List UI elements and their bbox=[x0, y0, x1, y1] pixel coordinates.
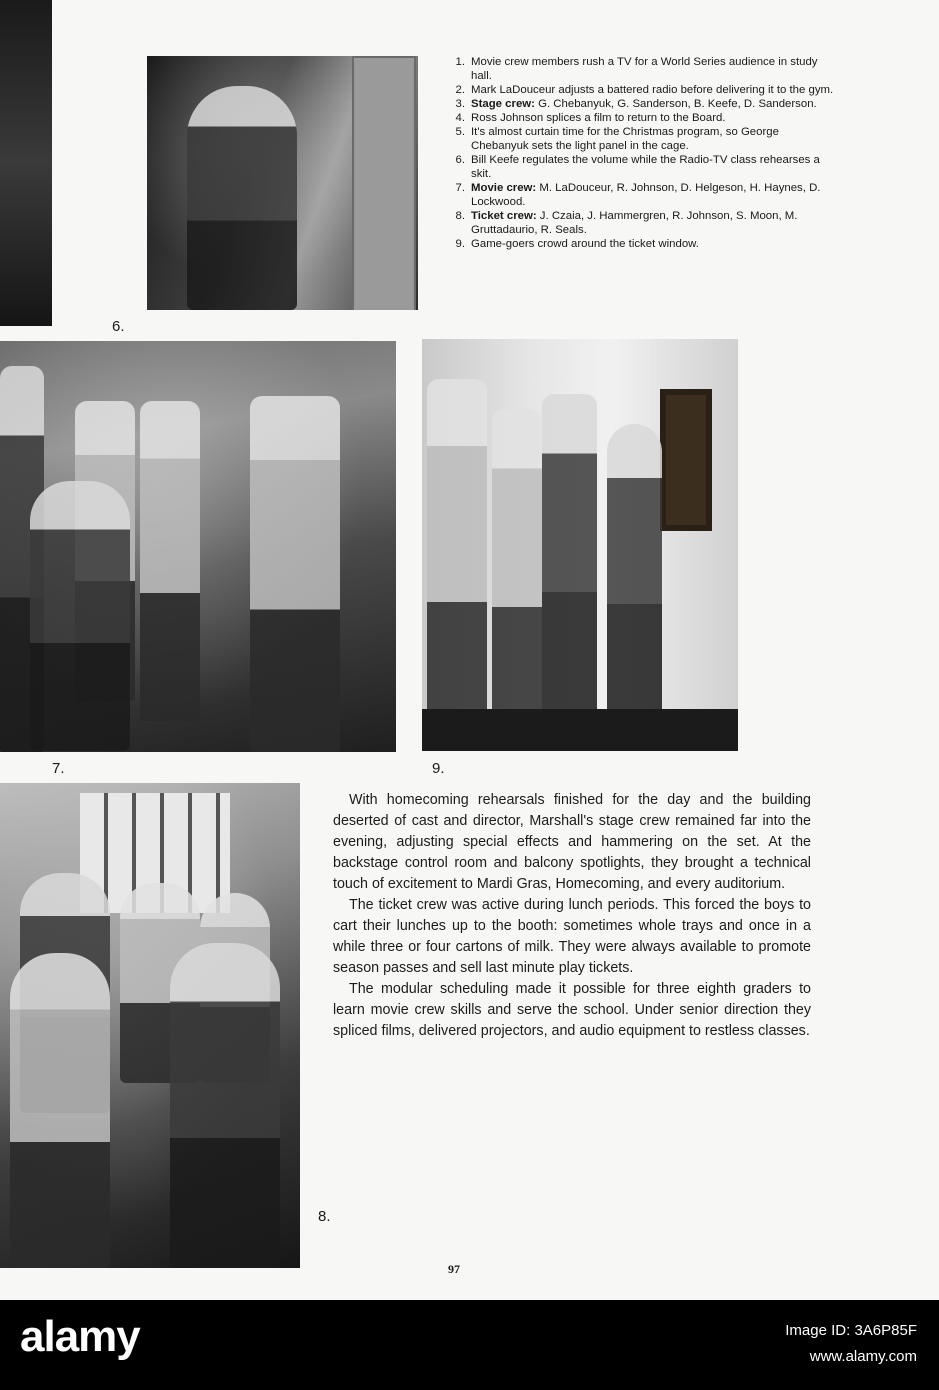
photo-figure bbox=[187, 86, 297, 310]
paragraph: With homecoming rehearsals finished for the day and the building deserted of cast and director, Marshall's stage crew remained far into the evening, adjusting special effects and hammering on the set. At the backstage control room and balcony spotlights, they brought a technical touch of excitement to Mardi Gras, Homecoming, and every auditorium. bbox=[333, 792, 811, 892]
figure-label-8: 8. bbox=[318, 1208, 331, 1225]
photo-figure bbox=[607, 424, 662, 724]
caption-item: 6. Bill Keefe regulates the volume while the Radio-TV class rehearses a skit. bbox=[455, 154, 820, 180]
figure-label-9: 9. bbox=[432, 760, 445, 777]
caption-item: 9. Game-goers crowd around the ticket window. bbox=[455, 238, 699, 250]
floor bbox=[422, 709, 738, 751]
photo-figure bbox=[10, 953, 110, 1268]
caption-item: 7. Movie crew: M. LaDouceur, R. Johnson, D. Helgeson, H. Haynes, D. Lockwood. bbox=[455, 182, 821, 208]
page-number: 97 bbox=[448, 1262, 460, 1276]
caption-item: 3. Stage crew: G. Chebanyuk, G. Sanderson, B. Keefe, D. Sanderson. bbox=[455, 98, 817, 110]
article-body bbox=[333, 790, 811, 1042]
figure-label-6: 6. bbox=[112, 318, 125, 335]
caption-item: 5. It's almost curtain time for the Christmas program, so George Chebanyuk sets the light panel in the cage. bbox=[455, 126, 779, 152]
caption-item: 4. Ross Johnson splices a film to return to the Board. bbox=[455, 112, 726, 124]
paragraph: The modular scheduling made it possible for three eighth graders to learn movie crew skills and serve the school. Under senior direction they spliced films, delivered projectors, and audio equipment to restless classes. bbox=[333, 981, 811, 1039]
photo-7-movie-crew bbox=[0, 341, 396, 752]
photo-figure bbox=[30, 481, 130, 751]
photo-figure bbox=[492, 409, 542, 739]
paragraph: The ticket crew was active during lunch periods. This forced the boys to cart their lunches up to the booth: sometimes whole trays and once in a while three or four cartons of milk. They were always available to promote season passes and sell last minute play tickets. bbox=[333, 897, 811, 976]
caption-list bbox=[449, 55, 834, 251]
photo-figure bbox=[170, 943, 280, 1268]
watermark-url: www.alamy.com bbox=[809, 1348, 917, 1365]
edge-photo bbox=[0, 0, 52, 326]
watermark-footer bbox=[0, 1300, 939, 1390]
photo-figure bbox=[140, 401, 200, 721]
photo-9-ticket-window bbox=[422, 339, 738, 751]
caption-item: 8. Ticket crew: J. Czaia, J. Hammergren, R. Johnson, S. Moon, M. Gruttadaurio, R. Seals. bbox=[455, 210, 798, 236]
photo-8-ticket-crew bbox=[0, 783, 300, 1268]
alamy-logo: alamy bbox=[20, 1312, 140, 1361]
ticket-window bbox=[660, 389, 712, 531]
caption-item: 2. Mark LaDouceur adjusts a battered radio before delivering it to the gym. bbox=[455, 84, 834, 96]
photo-figure bbox=[427, 379, 487, 751]
photo-figure bbox=[542, 394, 597, 724]
photo-figure bbox=[250, 396, 340, 752]
caption-item: 1. Movie crew members rush a TV for a World Series audience in study hall. bbox=[455, 56, 818, 82]
control-panel bbox=[352, 56, 416, 310]
photo-6-radio-tv bbox=[147, 56, 418, 310]
figure-label-7: 7. bbox=[52, 760, 65, 777]
image-id: Image ID: 3A6P85F bbox=[785, 1322, 917, 1339]
